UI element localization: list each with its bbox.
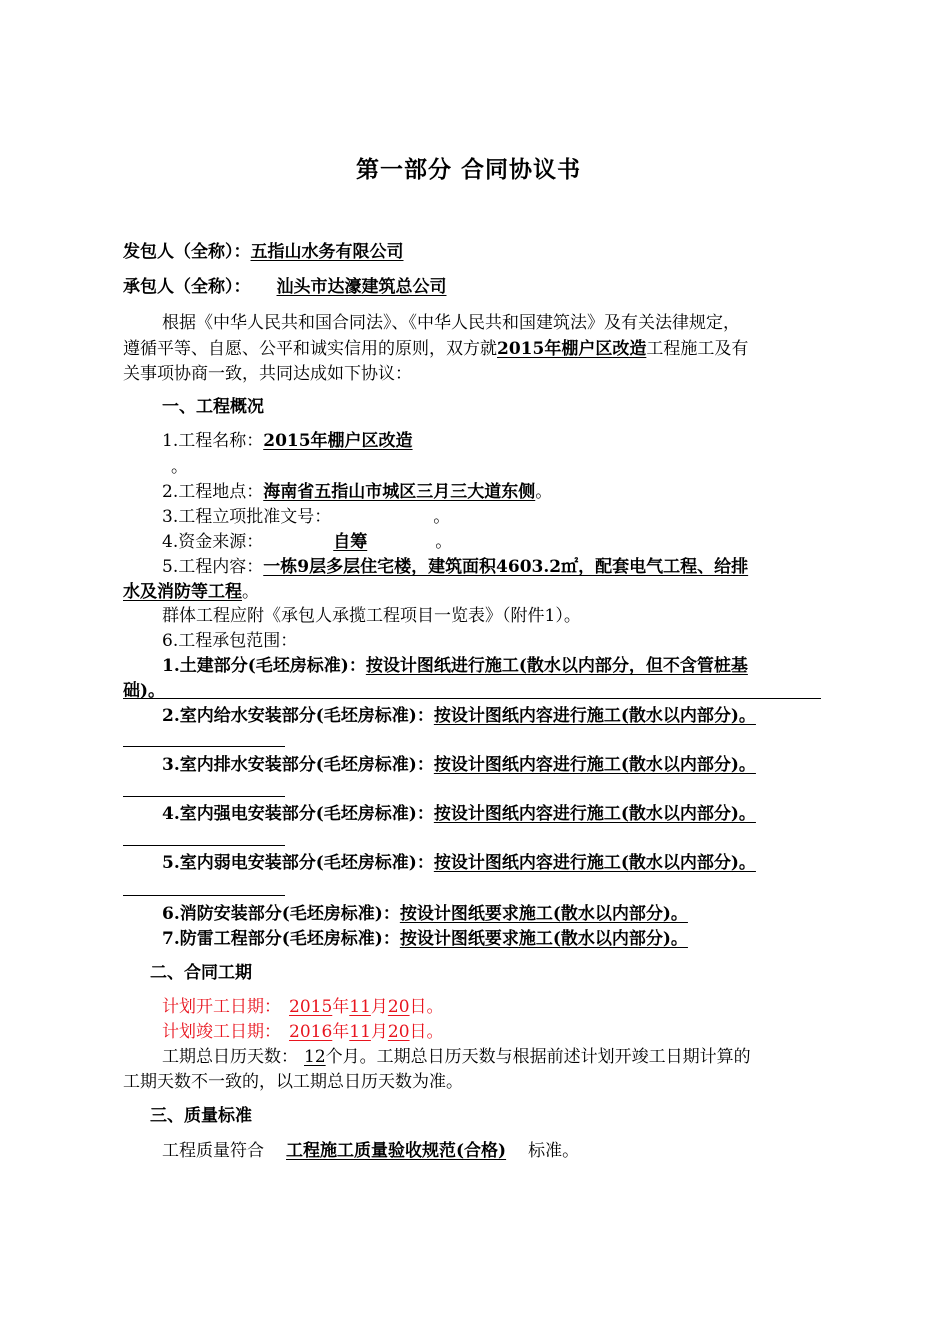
project-content-value-2: 水及消防等工程: [123, 582, 242, 602]
project-location-value: 海南省五指山市城区三月三大道东侧: [263, 482, 536, 502]
scope-item-3-value: 按设计图纸内容进行施工(散水以内部分)。: [433, 755, 756, 775]
project-name-line: [162, 431, 413, 451]
quality-standard-line: [162, 1141, 579, 1161]
scope-item-3-label: 3.室内排水安装部分(毛坯房标准)：: [162, 755, 434, 775]
funding-source-line: [162, 532, 452, 552]
total-duration-line-2: 工期天数不一致的，以工期总日历天数为准。: [123, 1072, 463, 1092]
intro-line-1: 根据《中华人民共和国合同法》、《中华人民共和国建筑法》及有关法律规定，: [162, 313, 740, 333]
scope-item-6-label: 6.消防安装部分(毛坯房标准)：: [162, 904, 400, 924]
scope-item-4-value: 按设计图纸内容进行施工(散水以内部分)。: [433, 804, 756, 824]
scope-item-1-label: 1.土建部分(毛坯房标准)：: [162, 656, 366, 676]
contractor-value: 汕头市达濠建筑总公司: [276, 277, 447, 297]
planned-end-label: 计划竣工日期：: [162, 1022, 281, 1042]
project-name-end-line: [162, 457, 188, 477]
section2-heading: 二、合同工期: [150, 963, 252, 983]
planned-start-day: 20: [387, 997, 410, 1017]
scope-heading: 6.工程承包范围：: [162, 631, 298, 651]
total-duration-value: 12: [304, 1047, 326, 1067]
quality-value: 工程施工质量验收规范(合格): [286, 1141, 507, 1161]
scope-item-4-underline: [123, 845, 285, 846]
scope-item-3-underline: [123, 796, 285, 797]
planned-start-month: 11: [349, 997, 371, 1017]
intro-project-name: 2015年棚户区改造: [497, 339, 647, 359]
approval-number-blank: [331, 507, 433, 527]
scope-item-1-underline: [123, 698, 821, 699]
project-content-value-1: 一栋9层多层住宅楼，建筑面积4603.2㎡，配套电气工程、给排: [263, 557, 749, 577]
approval-number-line: [162, 507, 450, 527]
scope-item-4-line: [162, 804, 756, 824]
quality-label: 工程质量符合: [162, 1141, 264, 1161]
project-name-label: 1.工程名称：: [162, 431, 264, 451]
intro-line-2-post: 工程施工及有: [646, 339, 749, 359]
scope-item-6-line: [162, 904, 688, 924]
scope-item-2-value: 按设计图纸内容进行施工(散水以内部分)。: [433, 706, 756, 726]
contractor-label: 承包人（全称）：: [123, 277, 251, 297]
project-name-end: 。: [171, 457, 188, 477]
page-title: 第一部分 合同协议书: [356, 156, 582, 183]
scope-item-3-line: [162, 755, 756, 775]
project-content-line-1: [162, 557, 748, 577]
scope-item-5-label: 5.室内弱电安装部分(毛坯房标准)：: [162, 853, 434, 873]
funding-source-end: 。: [435, 532, 453, 552]
quality-end: 标准。: [528, 1141, 580, 1161]
scope-item-2-underline: [123, 746, 285, 747]
scope-item-5-underline: [123, 895, 285, 896]
planned-end-month: 11: [349, 1022, 371, 1042]
project-location-label: 2.工程地点：: [162, 482, 264, 502]
scope-item-1-line-1: [162, 656, 748, 676]
contractor-value-wrapper: [251, 277, 633, 297]
contractor-line: [123, 277, 633, 297]
project-location-line: [162, 482, 552, 502]
scope-item-4-label: 4.室内强电安装部分(毛坯房标准)：: [162, 804, 434, 824]
planned-end-year: 2016: [289, 1022, 333, 1042]
approval-number-end: 。: [433, 507, 451, 527]
planned-end-date-line: 计划竣工日期： 2016年11月20日。: [162, 1022, 444, 1042]
funding-source-label: 4.资金来源：: [162, 532, 264, 552]
approval-number-label: 3.工程立项批准文号：: [162, 507, 332, 527]
planned-end-day: 20: [387, 1022, 410, 1042]
employer-label: 发包人（全称）：: [123, 242, 251, 262]
project-content-line-2: [123, 582, 259, 602]
planned-start-date-line: 计划开工日期： 2015年11月20日。: [162, 997, 444, 1017]
project-content-end: 。: [242, 582, 259, 602]
scope-item-1-value-2: 础)。: [123, 681, 166, 701]
scope-item-6-value: 按设计图纸要求施工(散水以内部分)。: [399, 904, 688, 924]
total-duration-text-1: 个月。工期总日历天数与根据前述计划开竣工日期计算的: [325, 1047, 751, 1067]
project-location-end: 。: [535, 482, 553, 502]
total-duration-label: 工期总日历天数：: [162, 1047, 298, 1067]
intro-line-2-pre: 遵循平等、自愿、公平和诚实信用的原则，双方就: [123, 339, 497, 359]
scope-item-2-label: 2.室内给水安装部分(毛坯房标准)：: [162, 706, 434, 726]
intro-line-3: 关事项协商一致，共同达成如下协议：: [123, 364, 412, 384]
scope-item-5-line: [162, 853, 756, 873]
intro-line-2: [123, 339, 748, 359]
scope-item-5-value: 按设计图纸内容进行施工(散水以内部分)。: [433, 853, 756, 873]
section3-heading: 三、质量标准: [150, 1106, 252, 1126]
scope-item-7-line: [162, 929, 688, 949]
scope-item-2-line: [162, 706, 756, 726]
funding-source-value: 自筹: [333, 532, 368, 552]
employer-line: [123, 242, 404, 262]
planned-start-year: 2015: [289, 997, 333, 1017]
planned-start-label: 计划开工日期：: [162, 997, 281, 1017]
scope-item-1-value-1: 按设计图纸进行施工(散水以内部分，但不含管桩基: [365, 656, 748, 676]
scope-item-7-label: 7.防雷工程部分(毛坯房标准)：: [162, 929, 400, 949]
funding-source-value-wrapper: [263, 532, 435, 552]
project-name-value: 2015年棚户区改造: [263, 431, 413, 451]
project-content-label: 5.工程内容：: [162, 557, 264, 577]
total-duration-line-1: [162, 1047, 751, 1067]
section1-heading: 一、工程概况: [162, 397, 264, 417]
scope-item-7-value: 按设计图纸要求施工(散水以内部分)。: [399, 929, 688, 949]
employer-value: 五指山水务有限公司: [250, 242, 404, 262]
group-project-note: 群体工程应附《承包人承揽工程项目一览表》（附件1）。: [162, 606, 581, 626]
